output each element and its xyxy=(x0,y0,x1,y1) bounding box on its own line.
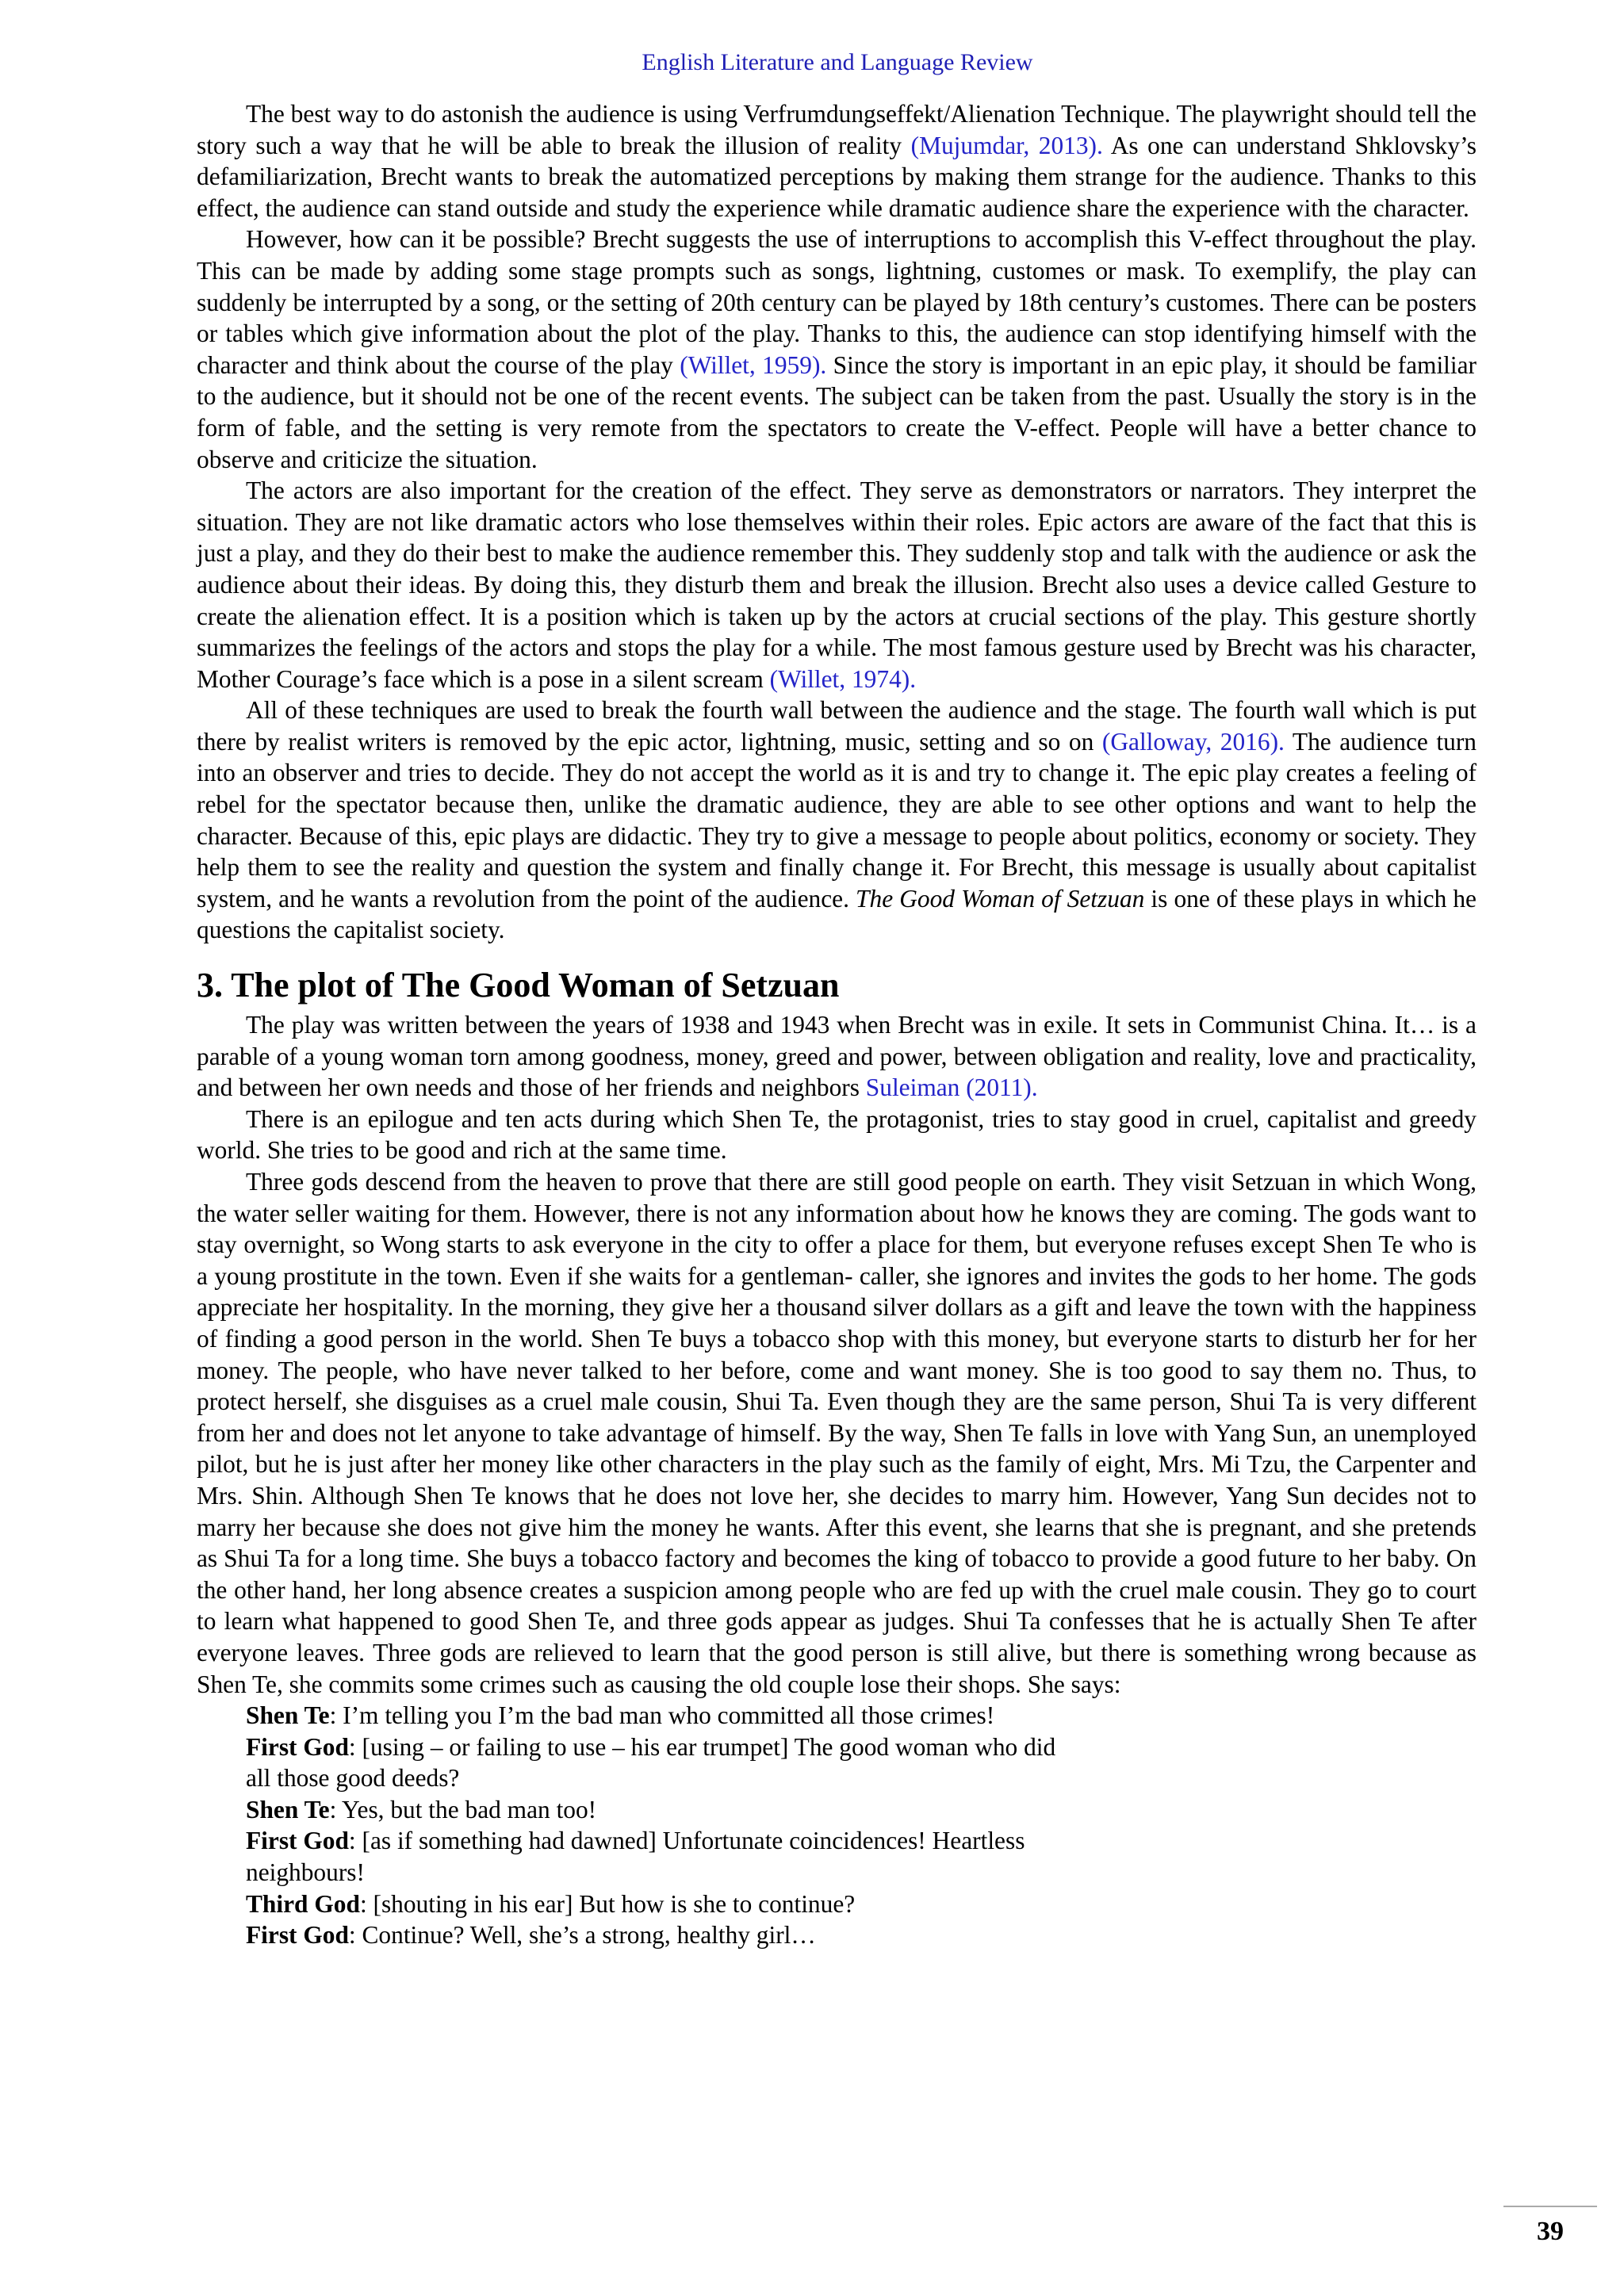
paragraph-text: All of these techniques are used to break the fourth wall between the audience and the stage. The fourth wall which is put there by realist writers is removed by the epic actor, lightning, music, setting and so on xyxy=(197,696,1477,756)
speaker: First God xyxy=(246,1732,349,1761)
citation-link[interactable]: (Galloway, 2016). xyxy=(1101,727,1285,756)
paragraph-text: The audience turn into an observer and tries to decide. They do not accept the world as it is and try to change it. The epic play creates a feeling of rebel for the spectator because then, unlike the dramatic audience, they are able to see other options and want to help the character. Because of this, epic plays are didactic. They try to give a message to people about politics, economy or society. They help them to see the reality and question the system and finally change it. For Brecht, this message is usually about capitalist system, and he wants a revolution from the point of the audience. xyxy=(197,727,1477,913)
dialogue-line xyxy=(246,1732,1086,1794)
article-body xyxy=(197,98,1477,1951)
paragraph xyxy=(197,1104,1477,1166)
paragraph xyxy=(197,1166,1477,1700)
dialogue-text: : [shouting in his ear] But how is she to continue? xyxy=(359,1889,856,1918)
speaker: Shen Te xyxy=(246,1795,330,1823)
paragraph xyxy=(197,98,1477,224)
play-title: The Good Woman of Setzuan xyxy=(856,884,1145,913)
speaker: Third God xyxy=(246,1889,360,1918)
dialogue-text: : Continue? Well, she’s a strong, healthy girl… xyxy=(348,1921,816,1950)
dialogue-text: : [using – or failing to use – his ear trumpet] The good woman who did all those good deeds? xyxy=(246,1732,1056,1793)
paragraph-text: Since the story is important in an epic play, it should be familiar to the audience, but it should not be one of the recent events. The subject can be taken from the past. Usually the story is in the form of fable, and the setting is very remote from the spectators to create the V-effect. People will have a better chance to observe and criticize the situation. xyxy=(197,350,1477,473)
citation-link[interactable]: (Willet, 1959). xyxy=(680,350,827,379)
paragraph-text: The play was written between the years of 1938 and 1943 when Brecht was in exile. It sets in Communist China. It… is a parable of a young woman torn among goodness, money, greed and power, between obligation and reality, love and practicality, and between her own needs and those of her friends and neighbors xyxy=(197,1011,1477,1102)
speaker: Shen Te xyxy=(246,1701,330,1730)
paragraph xyxy=(197,224,1477,475)
journal-header: English Literature and Language Review xyxy=(642,49,1033,75)
paragraph-text: The best way to do astonish the audience is using Verfrumdungseffekt/Alienation Technique. The playwright should tell the story such a way that he will be able to break the illusion of reality xyxy=(197,100,1477,159)
dialogue-text: : I’m telling you I’m the bad man who committed all those crimes! xyxy=(329,1701,995,1730)
section-heading: 3. The plot of The Good Woman of Setzuan xyxy=(197,966,840,1005)
paragraph-text: There is an epilogue and ten acts during which Shen Te, the protagonist, tries to stay good in cruel, capitalist and greedy world. She tries to be good and rich at the same time. xyxy=(197,1104,1477,1165)
dialogue-text: : Yes, but the bad man too! xyxy=(329,1795,597,1823)
citation-link[interactable]: (Willet, 1974). xyxy=(769,664,917,693)
dialogue-line xyxy=(246,1794,1086,1826)
paragraph-text: Three gods descend from the heaven to prove that there are still good people on earth. They visit Setzuan in which Wong, the water seller waiting for them. However, there is not any information about how he knows they are coming. The gods want to stay overnight, so Wong starts to ask everyone in the city to offer a place for them, but everyone refuses except Shen Te who is a young prostitute in the town. Even if she waits for a gentleman- caller, she ignores and invites the gods to her home. The gods appreciate her hospitality. In the morning, they give her a thousand silver dollars as a gift and leave the town with the happiness of finding a good person in the world. Shen Te buys a tobacco shop with this money, but everyone starts to disturb her for her money. The people, who have never talked to her before, come and want money. She is too good to say them no. Thus, to protect herself, she disguises as a cruel male cousin, Shui Ta. Even though they are the same person, Shui Ta is very different from her and does not let anyone to take advantage of himself. By the way, Shen Te falls in love with Yang Sun, an unemployed pilot, but he is just after her money like other characters in the play such as the family of eight, Mrs. Mi Tzu, the Carpenter and Mrs. Shin. Although Shen Te knows that he does not love her, she decides to marry him. However, Yang Sun decides not to marry her because she does not give him the money he wants. After this event, she learns that she is pregnant, and she pretends as Shui Ta for a long time. She buys a tobacco factory and becomes the king of tobacco to provide a good future to her baby. On the other hand, her long absence creates a suspicion among people who are fed up with the cruel male cousin. They go to court to learn what happened to good Shen Te, and three gods appear as judges. Shui Ta confesses that he is actually Shen Te after everyone leaves. Three gods are relieved to learn that the good person is still alive, but there is something wrong because as Shen Te, she commits some crimes such as causing the old couple lose their shops. She says: xyxy=(197,1168,1477,1698)
dialogue-text: : [as if something had dawned] Unfortunate coincidences! Heartless neighbours! xyxy=(246,1827,1025,1887)
citation-link[interactable]: (Mujumdar, 2013). xyxy=(910,131,1103,159)
paragraph xyxy=(197,1009,1477,1104)
paragraph-text: However, how can it be possible? Brecht suggests the use of interruptions to accomplish this V-effect throughout the play. This can be made by adding some stage prompts such as songs, lightning, customes or mask. To exemplify, the play can suddenly be interrupted by a song, or the setting of 20th century can be played by 18th century’s customes. There can be posters or tables which give information about the plot of the play. Thanks to this, the audience can stop identifying himself with the character and think about the course of the play xyxy=(197,225,1477,379)
speaker: First God xyxy=(246,1827,349,1855)
dialogue-line xyxy=(246,1888,1086,1920)
dialogue-line xyxy=(246,1825,1086,1888)
paragraph xyxy=(197,475,1477,695)
dialogue-line xyxy=(246,1700,1086,1732)
page-number: 39 xyxy=(1537,2217,1564,2246)
dialogue-line xyxy=(246,1919,1086,1951)
citation-link[interactable]: Suleiman (2011). xyxy=(865,1073,1038,1102)
paragraph-text: As one can understand Shklovsky’s defamiliarization, Brecht wants to break the automatized perceptions by making them strange for the audience. Thanks to this effect, the audience can stand outside and study the experience while dramatic audience share the experience with the character. xyxy=(197,131,1477,222)
footer-rule xyxy=(1503,2206,1597,2207)
paragraph-text: is one of these plays in which he questions the capitalist society. xyxy=(197,884,1477,944)
paragraph xyxy=(197,695,1477,946)
speaker: First God xyxy=(246,1921,349,1950)
paragraph-text: The actors are also important for the creation of the effect. They serve as demonstrators or narrators. They interpret the situation. They are not like dramatic actors who lose themselves within their roles. Epic actors are aware of the fact that this is just a play, and they do their best to make the audience remember this. They suddenly stop and talk with the audience or ask the audience about their ideas. By doing this, they disturb them and break the illusion. Brecht also uses a device called Gesture to create the alienation effect. It is a position which is taken up by the actors at crucial sections of the play. This gesture shortly summarizes the feelings of the actors and stops the play for a while. The most famous gesture used by Brecht was his character, Mother Courage’s face which is a pose in a silent scream xyxy=(197,476,1477,693)
dialogue-quote xyxy=(246,1700,1086,1951)
